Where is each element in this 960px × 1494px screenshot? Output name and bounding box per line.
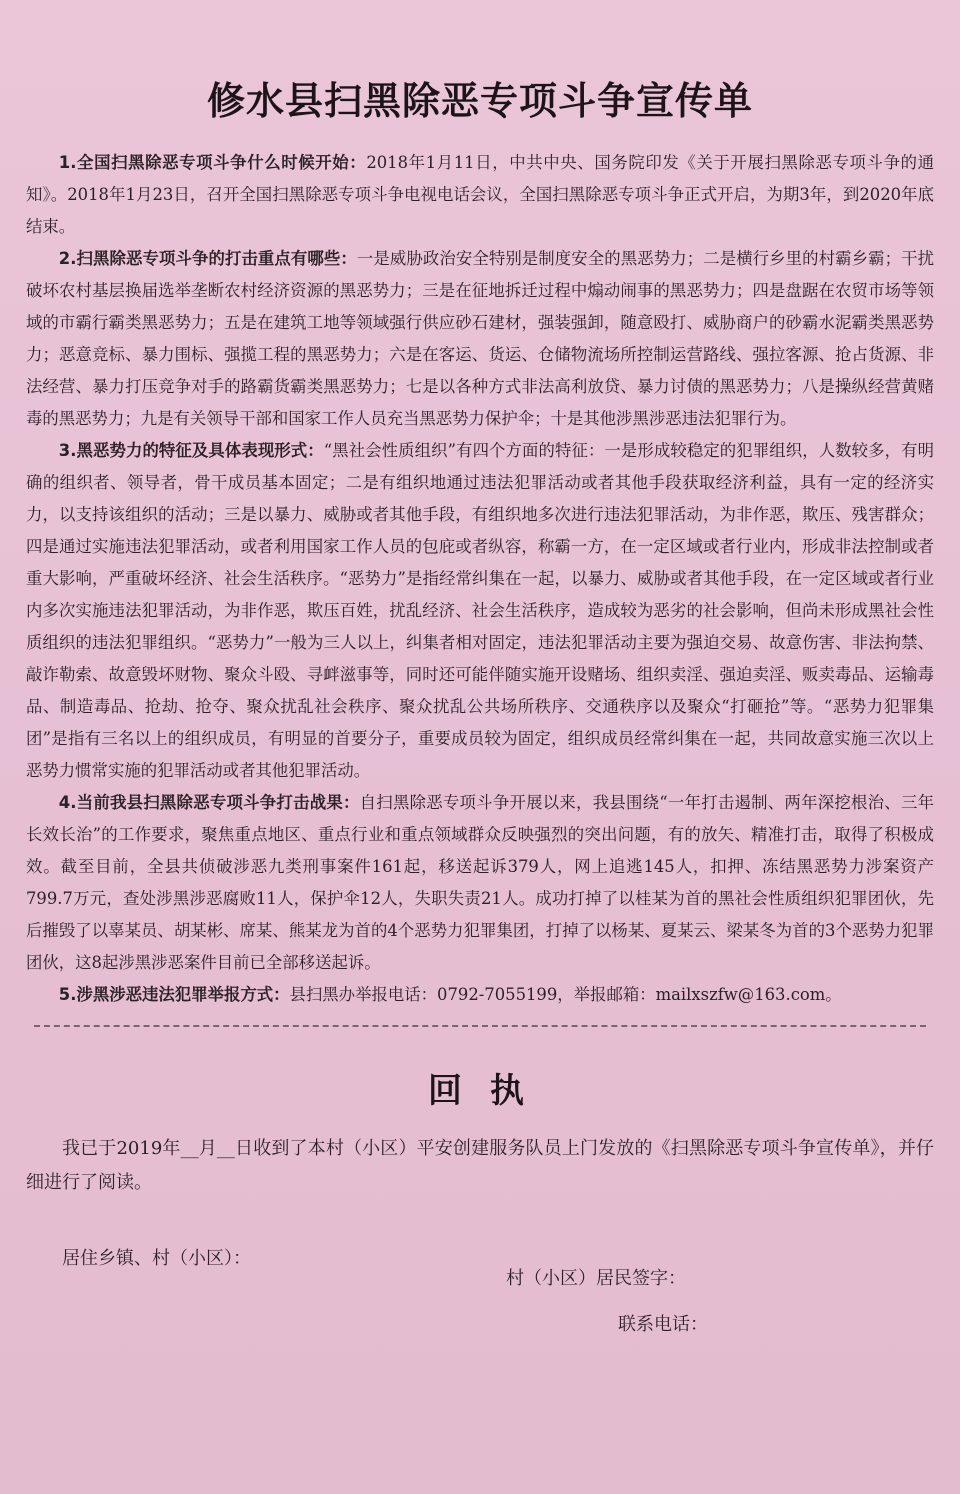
town-village-field-label: 居住乡镇、村（小区）： <box>62 1248 251 1269</box>
resident-signature-label: 村（小区）居民签字： <box>506 1268 686 1289</box>
section-body: 一是威胁政治安全特别是制度安全的黑恶势力；二是横行乡里的村霸乡霸；干扰破坏农村基层换届选举垄断农村经济资源的黑恶势力；三是在征地拆迁过程中煽动闹事的黑恶势力；四是盘踞在农贸市场等领域的市霸行霸类黑恶势力；五是在建筑工地等领域强行供应砂石建材，强装强卸，随意殴打、威胁商户的砂霸水泥霸类黑恶势力；恶意竞标、暴力围标、强揽工程的黑恶势力；六是在客运、货运、仓储物流场所控制运营路线、强拉客源、抢占货源、非法经营、暴力打压竞争对手的路霸货霸类黑恶势力；七是以各种方式非法高利放贷、暴力讨债的黑恶势力；八是操纵经营黄赌毒的黑恶势力；九是有关领导干部和国家工作人员充当黑恶势力保护伞；十是其他涉黑涉恶违法犯罪行为。 <box>26 249 934 428</box>
section-2 <box>26 243 934 435</box>
section-body: 2018年1月11日，中共中央、国务院印发《关于开展扫黑除恶专项斗争的通知》。2018年1月23日，召开全国扫黑除恶专项斗争电视电话会议，全国扫黑除恶专项斗争正式开启，为期3年，到2020年底结束。 <box>26 153 934 236</box>
page-title: 修水县扫黑除恶专项斗争宣传单 <box>206 79 753 123</box>
section-body: 自扫黑除恶专项斗争开展以来，我县围绕“一年打击遏制、两年深挖根治、三年长效长治”的工作要求，聚焦重点地区、重点行业和重点领域群众反映强烈的突出问题，有的放矢、精准打击，取得了积极成效。截至目前，全县共侦破涉恶九类刑事案件161起，移送起诉379人，网上追逃145人，扣押、冻结黑恶势力涉案资产799.7万元，查处涉黑涉恶腐败11人，保护伞12人，失职失责21人。成功打掉了以桂某为首的黑社会性质组织犯罪团伙，先后摧毁了以辜某员、胡某彬、席某、熊某龙为首的4个恶势力犯罪集团，打掉了以杨某、夏某云、梁某冬为首的3个恶势力犯罪团伙，这8起涉黑涉恶案件目前已全部移送起诉。 <box>26 793 934 972</box>
section-heading: 3.黑恶势力的特征及具体表现形式： <box>58 441 324 460</box>
section-1 <box>26 147 934 243</box>
receipt-fields <box>26 1200 934 1340</box>
receipt-title: 回执 <box>428 1071 552 1111</box>
section-body: “黑社会性质组织”有四个方面的特征：一是形成较稳定的犯罪组织，人数较多，有明确的组织者、领导者，骨干成员基本固定；二是有组织地通过违法犯罪活动或者其他手段获取经济利益，具有一定的经济实力，以支持该组织的活动；三是以暴力、威胁或者其他手段，有组织地多次进行违法犯罪活动，为非作恶，欺压、残害群众；四是通过实施违法犯罪活动，或者利用国家工作人员的包庇或者纵容，称霸一方，在一定区域或者行业内，形成非法控制或者重大影响，严重破坏经济、社会生活秩序。“恶势力”是指经常纠集在一起，以暴力、威胁或者其他手段，在一定区域或者行业内多次实施违法犯罪活动，为非作恶，欺压百姓，扰乱经济、社会生活秩序，造成较为恶劣的社会影响，但尚未形成黑社会性质组织的违法犯罪组织。“恶势力”一般为三人以上，纠集者相对固定，违法犯罪活动主要为强迫交易、故意伤害、非法拘禁、敲诈勒索、故意毁坏财物、聚众斗殴、寻衅滋事等，同时还可能伴随实施开设赌场、组织卖淫、强迫卖淫、贩卖毒品、运输毒品、制造毒品、抢劫、抢夺、聚众扰乱社会秩序、聚众扰乱公共场所秩序、交通秩序以及聚众“打砸抢”等。“恶势力犯罪集团”是指有三名以上的组织成员，有明显的首要分子，重要成员较为固定，组织成员经常纠集在一起，共同故意实施三次以上恶势力惯常实施的犯罪活动或者其他犯罪活动。 <box>26 441 934 780</box>
section-3 <box>26 435 934 787</box>
section-body: 县扫黑办举报电话：0792-7055199，举报邮箱：mailxszfw@163.com。 <box>289 985 842 1004</box>
receipt-text: 我已于2019年__月__日收到了本村（小区）平安创建服务队员上门发放的《扫黑除恶专项斗争宣传单》，并仔细进行了阅读。 <box>26 1138 934 1193</box>
section-heading: 2.扫黑除恶专项斗争的打击重点有哪些： <box>58 249 357 268</box>
section-heading: 5.涉黑涉恶违法犯罪举报方式： <box>58 985 290 1004</box>
section-4 <box>26 787 934 979</box>
contact-phone-label: 联系电话： <box>618 1314 708 1335</box>
section-heading: 4.当前我县扫黑除恶专项斗争打击战果： <box>58 793 360 812</box>
cut-line-divider <box>34 1025 926 1027</box>
section-5 <box>26 979 934 1011</box>
section-heading: 1.全国扫黑除恶专项斗争什么时候开始： <box>58 153 367 172</box>
